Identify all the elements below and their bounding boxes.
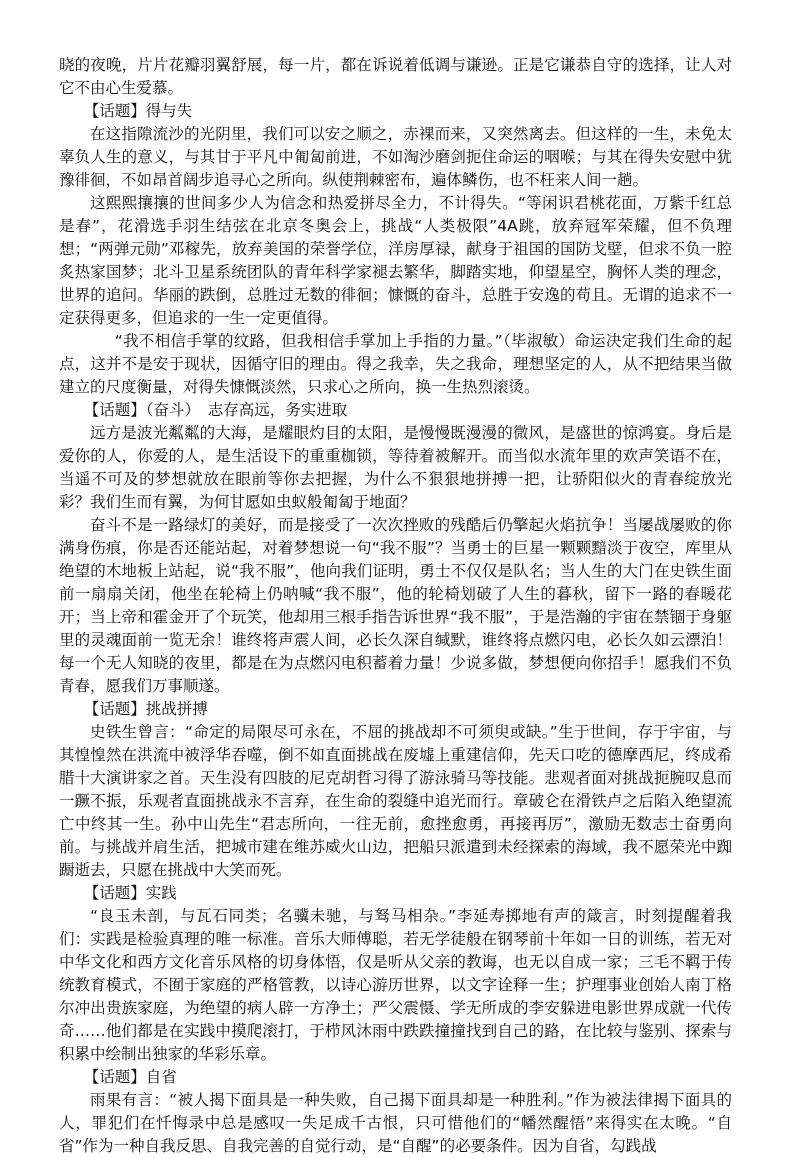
topic-heading-practice: 【话题】实践 [83,884,177,902]
topic-heading-challenge: 【话题】挑战拼搏 [83,700,208,718]
paragraph-practice: “良玉未剖，与瓦石同类；名骥未驰，与驽马相杂。”李延寿掷地有声的箴言，时刻提醒着我们：实践是检验真理的唯一标准。音乐大师傅聪，若无学徒般在钢琴前十年如一日的训练，若无对中华文化和西方文化音乐风格的切身体悟，仅是听从父亲的教诲，也无以自成一家；三毛不羁于传统教育模式，不囿于家庭的严格管教，以诗心游历世界，以文字诠释一生；护理事业创始人南丁格尔冲出贵族家庭，为绝望的病人辟一方净土；严父震慑、学无所成的李安躲进电影世界成就一代传奇……他们都是在实践中摸爬滚打，于栉风沐雨中跌跌撞撞找到自己的路，在比较与鉴别、探索与积累中绘制出独家的华彩乐章。 [59,907,732,1063]
topic-heading-struggle: 【话题】（奋斗） 志存高远，务实进取 [83,401,348,419]
paragraph-struggle-2: 奋斗不是一路绿灯的美好，而是接受了一次次挫败的残酷后仍擎起火焰抗争！当屡战屡败的你满身伤痕，你是否还能站起，对着梦想说一句“我不服”？当勇士的巨星一颗颗黯淡于夜空，库里从绝望的木地板上站起，说“我不服”，他向我们证明，勇士不仅仅是队名；当人生的大门在史铁生面前一扇扇关闭，他坐在轮椅上仍呐喊“我不服”，他的轮椅划破了人生的暮秋，留下一路的春暖花开；当上帝和霍金开了个玩笑，他却用三根手指告诉世界“我不服”，于是浩瀚的宇宙在禁锢于身躯里的灵魂面前一览无余！谁终将声震人间，必长久深自缄默，谁终将点燃闪电，必长久如云漂泊！每一个无人知晓的夜里，都是在为点燃闪电积蓄着力量！少说多做，梦想便向你招手！愿我们不负青春，愿我们万事顺遂。 [59,516,732,695]
paragraph-struggle-1: 远方是波光粼粼的大海，是耀眼灼目的太阳，是慢慢既漫漫的微风，是盛世的惊鸿宴。身后是爱你的人，你爱的人，是生活设下的重重枷锁，等待着被解开。而当似水流年里的欢声笑语不在，当遥不可及的梦想就放在眼前等你去把握，为什么不狠狠地拼搏一把，让骄阳似火的青春绽放光彩？我们生而有翼，为何甘愿如虫蚁般匍匐于地面？ [59,424,732,511]
paragraph-gain-loss-3: “我不相信手掌的纹路，但我相信手掌加上手指的力量。”（毕淑敏）命运决定我们生命的起点，这并不是安于现状，因循守旧的理由。得之我幸，失之我命，理想坚定的人，从不把结果当做建立的尺度衡量，对得失慷慨淡然，只求心之所向，换一生热烈滚烫。 [59,332,732,396]
document-page [59,54,732,1158]
paragraph-challenge: 史铁生曾言：“命定的局限尽可永在，不屈的挑战却不可须臾或缺。”生于世间，存于宇宙，与其惶惶然在洪流中被浮华吞噬，倒不如直面挑战在废墟上重建信仰，先天口吃的德摩西尼，终成希腊十大演讲家之首。天生没有四肢的尼克胡哲习得了游泳骑马等技能。悲观者面对挑战扼腕叹息而一蹶不振，乐观者直面挑战永不言弃，在生命的裂缝中追光而行。章破仑在滑铁卢之后陷入绝望流亡中终其一生。孙中山先生“君志所向，一往无前，愈挫愈勇，再接再厉”，激励无数志士奋勇向前。与挑战并肩生活，把城市建在维苏威火山边，把船只派遣到未经探索的海域，我不愿荣光中踟蹰逝去，只愿在挑战中大笑而死。 [59,723,732,879]
paragraph-gain-loss-2: 这熙熙攘攘的世间多少人为信念和热爱拼尽全力，不计得失。“等闲识君桃花面，万紫千红总是春”，花滑选手羽生结弦在北京冬奥会上，挑战“人类极限”4A跳，放弃冠军荣耀，但不负理想；“两弹元勋”邓稼先，放弃美国的荣誉学位，洋房厚禄，献身于祖国的国防戈壁，但求不负一腔炙热家国梦；北斗卫星系统团队的青年科学家褪去繁华，脚踏实地，仰望星空，胸怀人类的理念，世界的追问。华丽的跌倒，总胜过无数的徘徊；慷慨的奋斗，总胜于安逸的苟且。无谓的追求不一定获得更多，但追求的一生一定更值得。 [59,194,732,327]
topic-heading-self-reflection: 【话题】自省 [83,1068,177,1086]
paragraph-self-reflection: 雨果有言：“被人揭下面具是一种失败，自己揭下面具却是一种胜利。”作为被法律揭下面具的人，罪犯们在忏悔录中总是感叹一失足成千古恨，只可惜他们的“幡然醒悟”来得实在太晚。“自省”作为一种自我反思、自我完善的自觉行动，是“自醒”的必要条件。因为自省，勾践战 [59,1091,732,1155]
paragraph-gain-loss-1: 在这指隙流沙的光阴里，我们可以安之顺之，赤裸而来，又突然离去。但这样的一生，未免太辜负人生的意义，与其甘于平凡中匍匐前进，不如淘沙磨剑扼住命运的咽喉；与其在得失安慰中犹豫徘徊，不如昂首阔步追寻心之所向。纵使荆棘密布，遍体鳞伤，也不枉来人间一趟。 [59,125,732,189]
topic-heading-gain-loss: 【话题】得与失 [83,102,193,120]
paragraph-intro-continuation: 晓的夜晚，片片花瓣羽翼舒展，每一片，都在诉说着低调与谦逊。正是它谦恭自守的选择，让人对它不由心生爱慕。 [59,56,732,97]
